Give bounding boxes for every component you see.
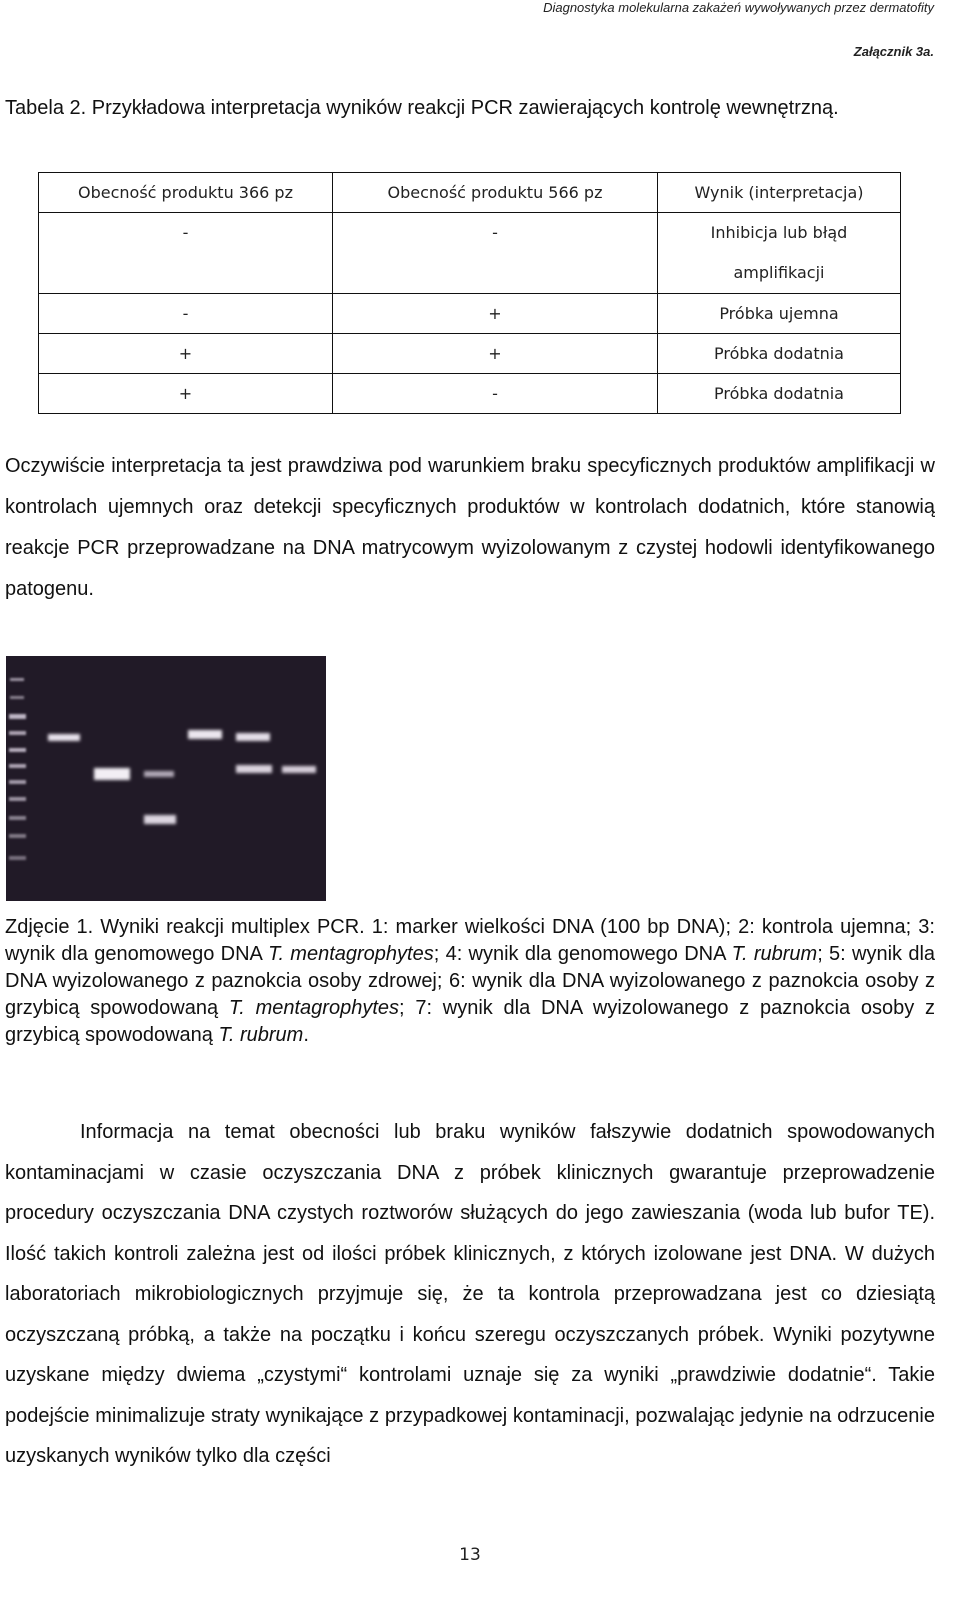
table-header-cell: Obecność produktu 366 pz xyxy=(39,173,333,213)
table-cell: Próbka dodatnia xyxy=(658,374,901,414)
caption-text: ; 7: wynik dla DNA wyizolowanego z paznokcia osoby z grzybicą spowodowaną xyxy=(5,997,935,1046)
table-cell: Próbka ujemna xyxy=(658,294,901,334)
pcr-interpretation-table xyxy=(38,172,901,414)
species-name: T. mentagrophytes xyxy=(268,943,434,965)
contamination-paragraph xyxy=(5,1112,935,1477)
caption-text: ; 5: wynik dla DNA wyizolowanego z paznokcia osoby zdrowej; 6: wynik dla DNA wyizolowanego z paznokcia osoby z grzybicą spowodowaną xyxy=(5,943,936,1019)
table-cell: - xyxy=(333,374,658,414)
gel-band xyxy=(236,733,270,741)
table-cell-multiline: Inhibicja lub błąd amplifikacji xyxy=(710,223,848,282)
table-header-cell: Obecność produktu 566 pz xyxy=(333,173,658,213)
table-cell: + xyxy=(39,374,333,414)
gel-electrophoresis-photo xyxy=(6,656,326,901)
table-cell: - xyxy=(39,213,333,294)
gel-band xyxy=(144,771,174,777)
gel-band xyxy=(282,766,316,773)
photo-caption xyxy=(5,914,935,1049)
table-cell: Próbka dodatnia xyxy=(658,334,901,374)
gel-band xyxy=(48,734,80,741)
table-row xyxy=(39,213,901,294)
table-cell: - xyxy=(333,213,658,294)
table-cell: - xyxy=(39,294,333,334)
table-cell: + xyxy=(39,334,333,374)
table-cell: + xyxy=(333,294,658,334)
table-row xyxy=(39,294,901,334)
caption-text: . xyxy=(303,1024,309,1046)
table-row xyxy=(39,374,901,414)
gel-band xyxy=(94,768,130,780)
table-cell: + xyxy=(333,334,658,374)
gel-band xyxy=(144,815,176,824)
species-name: T. mentagrophytes xyxy=(228,997,399,1019)
table-header-cell: Wynik (interpretacja) xyxy=(658,173,901,213)
interpretation-paragraph: Oczywiście interpretacja ta jest prawdziwa pod warunkiem braku specyficznych produktów amplifikacji w kontrolach ujemnych oraz detekcji specyficznych produktów w kontrolach dodatnich, które stanowią reakcje PCR przeprowadzane na DNA matrycowym wyizolowanym z czystej hodowli identyfikowanego patogenu. xyxy=(5,455,935,600)
gel-band xyxy=(236,765,272,773)
species-name: T. rubrum xyxy=(731,943,818,965)
table-header-row xyxy=(39,173,901,213)
gel-band xyxy=(188,730,222,739)
table-caption: Tabela 2. Przykładowa interpretacja wyników reakcji PCR zawierających kontrolę wewnętrzną. xyxy=(5,97,839,119)
caption-text: ; 4: wynik dla genomowego DNA xyxy=(433,943,732,965)
species-name: T. rubrum xyxy=(218,1024,304,1046)
running-header-title: Diagnostyka molekularna zakażeń wywoływanych przez dermatofity xyxy=(543,0,934,15)
caption-text: Zdjęcie 1. Wyniki reakcji multiplex PCR. 1: marker wielkości DNA (100 bp DNA); 2: kontrola ujemna; 3: wynik dla genomowego DNA xyxy=(5,916,935,965)
table-row xyxy=(39,334,901,374)
running-header-annex: Załącznik 3a. xyxy=(853,44,934,59)
paragraph-text: Informacja na temat obecności lub braku wyników fałszywie dodatnich spowodowanych kontaminacjami w czasie oczyszczania DNA z próbek klinicznych gwarantuje przeprowadzenie procedury oczyszczania DNA czystych roztworów służących do jego zawieszania (woda lub bufor TE). Ilość takich kontroli zależna jest od ilości próbek klinicznych, z których izolowane jest DNA. W dużych laboratoriach mikrobiologicznych przyjmuje się, że ta kontrola przeprowadzana jest co dziesiątą oczyszczaną próbką, a także na początku i końcu szeregu oczyszczanych próbek. Wyniki pozytywne uzyskane między dwiema „czystymi“ kontrolami uznaje się za wyniki „prawdziwie dodatnie“. Takie podejście minimalizuje straty wynikające z przypadkowej kontaminacji, pozwalając jedynie na odrzucenie uzyskanych wyników tylko dla części xyxy=(5,1121,935,1467)
page-number: 13 xyxy=(459,1545,481,1565)
table-cell xyxy=(658,213,901,294)
